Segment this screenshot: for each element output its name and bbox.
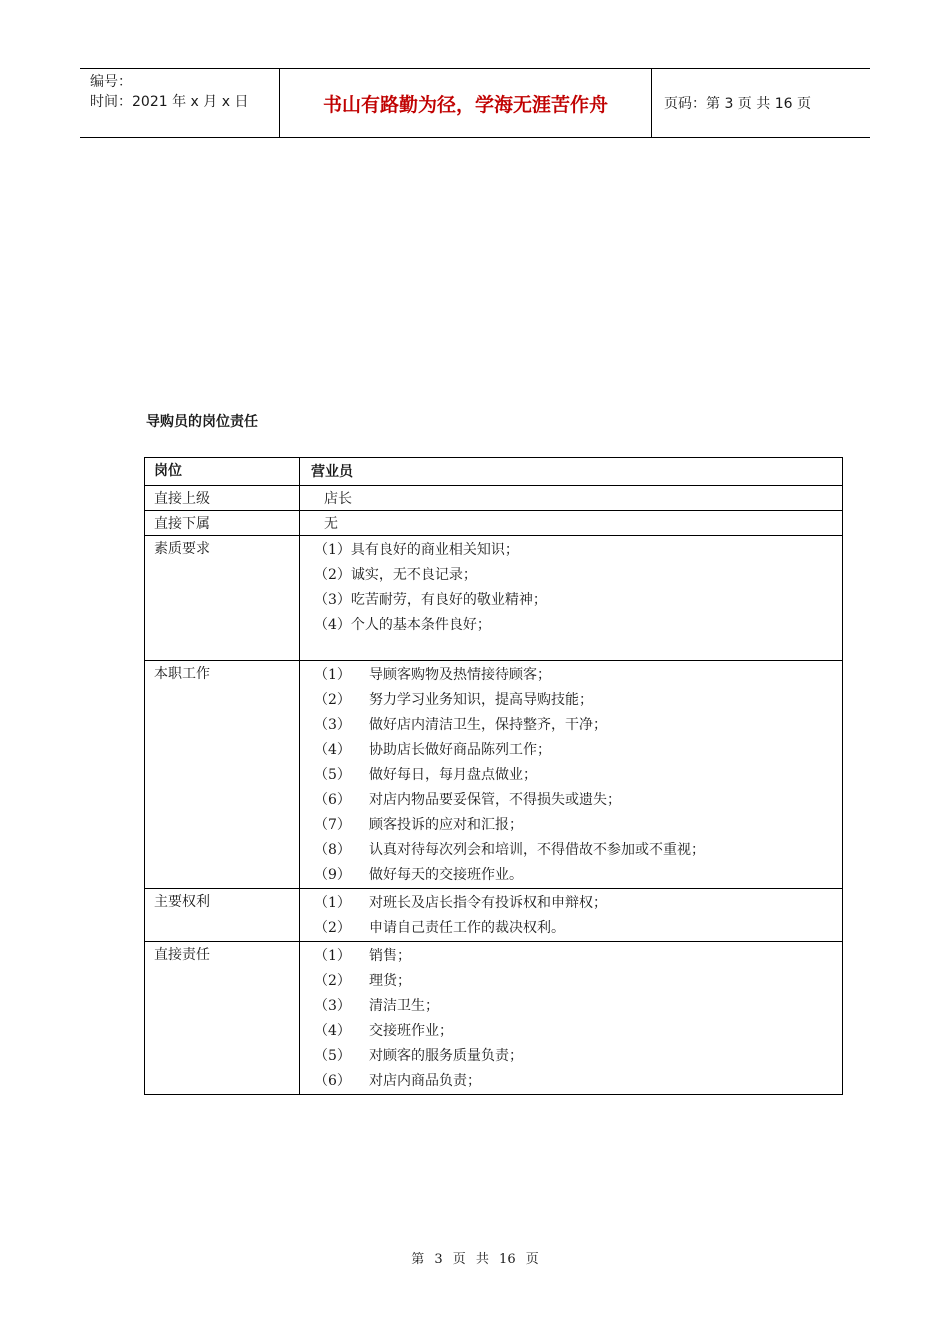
table-row (145, 889, 843, 942)
page-header (80, 68, 870, 138)
item-number: （3） (314, 998, 351, 1014)
list-item (314, 891, 842, 916)
position-value: 营业员 (300, 458, 843, 486)
list-item (314, 1044, 842, 1069)
list-item (314, 688, 842, 713)
table-row (145, 458, 843, 486)
superior-label: 直接上级 (145, 486, 300, 511)
item-text: 认真对待每次列会和培训，不得借故不参加或不重视； (369, 842, 705, 858)
item-number: （8） (314, 842, 351, 858)
rights-label: 主要权利 (145, 889, 300, 942)
list-item (314, 863, 842, 888)
table-row (145, 942, 843, 1095)
item-number: （4） (314, 742, 351, 758)
subordinate-value: 无 (300, 511, 843, 536)
item-text: 做好每日，每月盘点做业； (369, 767, 537, 783)
item-number: （5） (314, 1048, 351, 1064)
item-number: （6） (314, 792, 351, 808)
item-number: （2） (314, 692, 351, 708)
item-number: （1） (314, 895, 351, 911)
responsibility-cell (300, 942, 843, 1095)
item-number: （2） (314, 973, 351, 989)
item-number: （1） (314, 667, 351, 683)
item-number: （6） (314, 1073, 351, 1089)
table-row (145, 486, 843, 511)
rights-cell (300, 889, 843, 942)
superior-value: 店长 (300, 486, 843, 511)
list-item (314, 944, 842, 969)
list-item (314, 969, 842, 994)
list-item: （2）诚实，无不良记录； (314, 567, 477, 583)
list-item (314, 813, 842, 838)
header-motto: 书山有路勤为径，学海无涯苦作舟 (280, 69, 652, 137)
list-item: （4）个人的基本条件良好； (314, 617, 491, 633)
item-text: 对店内商品负责； (369, 1073, 481, 1089)
list-item: （1）具有良好的商业相关知识； (314, 542, 519, 558)
item-text: 对班长及店长指令有投诉权和申辩权； (369, 895, 607, 911)
header-meta (80, 69, 280, 137)
item-text: 申请自己责任工作的裁决权利。 (369, 920, 565, 936)
item-text: 做好每天的交接班作业。 (369, 867, 523, 883)
item-text: 努力学习业务知识，提高导购技能； (369, 692, 593, 708)
document-title: 导购员的岗位责任 (146, 414, 258, 430)
item-text: 做好店内清洁卫生，保持整齐，干净； (369, 717, 607, 733)
page-footer: 第 3 页 共 16 页 (411, 1252, 539, 1267)
item-text: 清洁卫生； (369, 998, 439, 1014)
date-label: 时间：2021 年 x 月 x 日 (90, 94, 249, 110)
serial-label: 编号： (90, 74, 132, 90)
item-number: （2） (314, 920, 351, 936)
item-number: （4） (314, 1023, 351, 1039)
quality-label: 素质要求 (145, 536, 300, 661)
item-number: （9） (314, 867, 351, 883)
item-number: （3） (314, 717, 351, 733)
list-item (314, 838, 842, 863)
item-text: 导顾客购物及热情接待顾客； (369, 667, 551, 683)
item-text: 协助店长做好商品陈列工作； (369, 742, 551, 758)
item-text: 顾客投诉的应对和汇报； (369, 817, 523, 833)
list-item (314, 713, 842, 738)
list-item (314, 663, 842, 688)
item-text: 交接班作业； (369, 1023, 453, 1039)
quality-cell (300, 536, 843, 661)
subordinate-label: 直接下属 (145, 511, 300, 536)
item-text: 销售； (369, 948, 411, 964)
header-page-label: 页码：第 3 页 共 16 页 (664, 96, 811, 112)
table-row (145, 536, 843, 661)
list-item (314, 738, 842, 763)
work-cell (300, 661, 843, 889)
list-item (314, 763, 842, 788)
list-item: （3）吃苦耐劳，有良好的敬业精神； (314, 592, 547, 608)
table-row (145, 661, 843, 889)
item-number: （5） (314, 767, 351, 783)
list-item (314, 1019, 842, 1044)
list-item (314, 916, 842, 941)
item-text: 对顾客的服务质量负责； (369, 1048, 523, 1064)
item-text: 理货； (369, 973, 411, 989)
duty-table (144, 457, 843, 1095)
item-text: 对店内物品要妥保管，不得损失或遗失； (369, 792, 621, 808)
item-number: （7） (314, 817, 351, 833)
responsibility-label: 直接责任 (145, 942, 300, 1095)
list-item (314, 788, 842, 813)
item-number: （1） (314, 948, 351, 964)
table-row (145, 511, 843, 536)
position-label: 岗位 (145, 458, 300, 486)
list-item (314, 1069, 842, 1094)
list-item (314, 994, 842, 1019)
work-label: 本职工作 (145, 661, 300, 889)
